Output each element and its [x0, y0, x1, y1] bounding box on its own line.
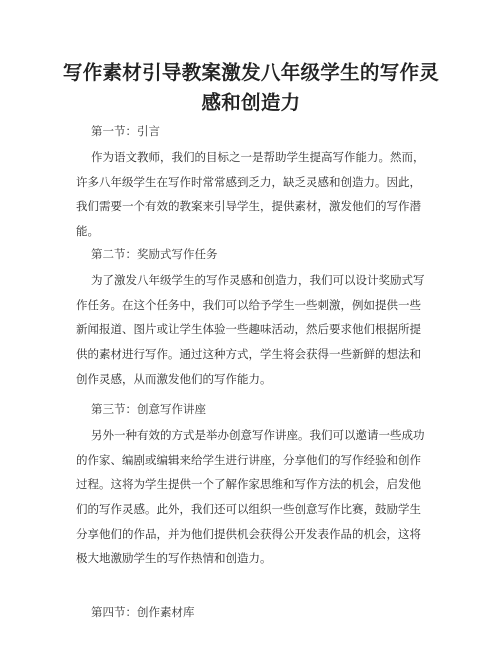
section-paragraph	[76, 423, 426, 571]
title-line-2: 感和创造力	[201, 91, 301, 114]
paragraph-line: 分享他们的作品，并为他们提供机会获得公开发表作品的机会，这将	[76, 526, 421, 541]
section-heading: 第三节：创意写作讲座	[91, 402, 206, 416]
paragraph-line: 们的写作灵感。此外，我们还可以组织一些创意写作比赛，鼓励学生	[76, 502, 421, 517]
document-title	[60, 58, 442, 118]
paragraph-line: 为了激发八年级学生的写作灵感和创造力，我们可以设计奖励式写	[91, 273, 425, 287]
section-heading: 第二节：奖励式写作任务	[91, 247, 218, 261]
paragraph-line: 供的素材进行写作。通过这种方式，学生将会获得一些新鲜的想法和	[76, 347, 421, 362]
paragraph-line: 作为语文教师，我们的目标之一是帮助学生提高写作能力。然而，	[91, 150, 425, 164]
paragraph-line: 新闻报道、图片或让学生体验一些趣味活动，然后要求他们根据所提	[76, 322, 421, 337]
paragraph-line: 我们需要一个有效的教案来引导学生，提供素材，激发他们的写作潜	[76, 199, 421, 214]
paragraph-line: 创作灵感，从而激发他们的写作能力。	[76, 371, 272, 386]
paragraph-line: 能。	[76, 224, 99, 239]
title-line-1: 写作素材引导教案激发八年级学生的写作灵	[62, 61, 440, 84]
paragraph-line: 的作家、编剧或编辑来给学生进行讲座，分享他们的写作经验和创作	[76, 452, 421, 467]
section-paragraph	[76, 145, 426, 244]
paragraph-line: 过程。这将为学生提供一个了解作家思维和写作方法的机会，启发他	[76, 477, 421, 492]
section-paragraph	[76, 268, 426, 391]
section-heading: 第四节：创作素材库	[91, 605, 195, 619]
paragraph-line: 极大地激励学生的写作热情和创造力。	[76, 551, 272, 566]
paragraph-line: 作任务。在这个任务中，我们可以给予学生一些刺激，例如提供一些	[76, 297, 421, 312]
paragraph-line: 许多八年级学生在写作时常常感到乏力，缺乏灵感和创造力。因此，	[76, 174, 421, 189]
section-heading: 第一节：引言	[91, 124, 160, 138]
paragraph-line: 另外一种有效的方式是举办创意写作讲座。我们可以邀请一些成功	[91, 428, 425, 442]
